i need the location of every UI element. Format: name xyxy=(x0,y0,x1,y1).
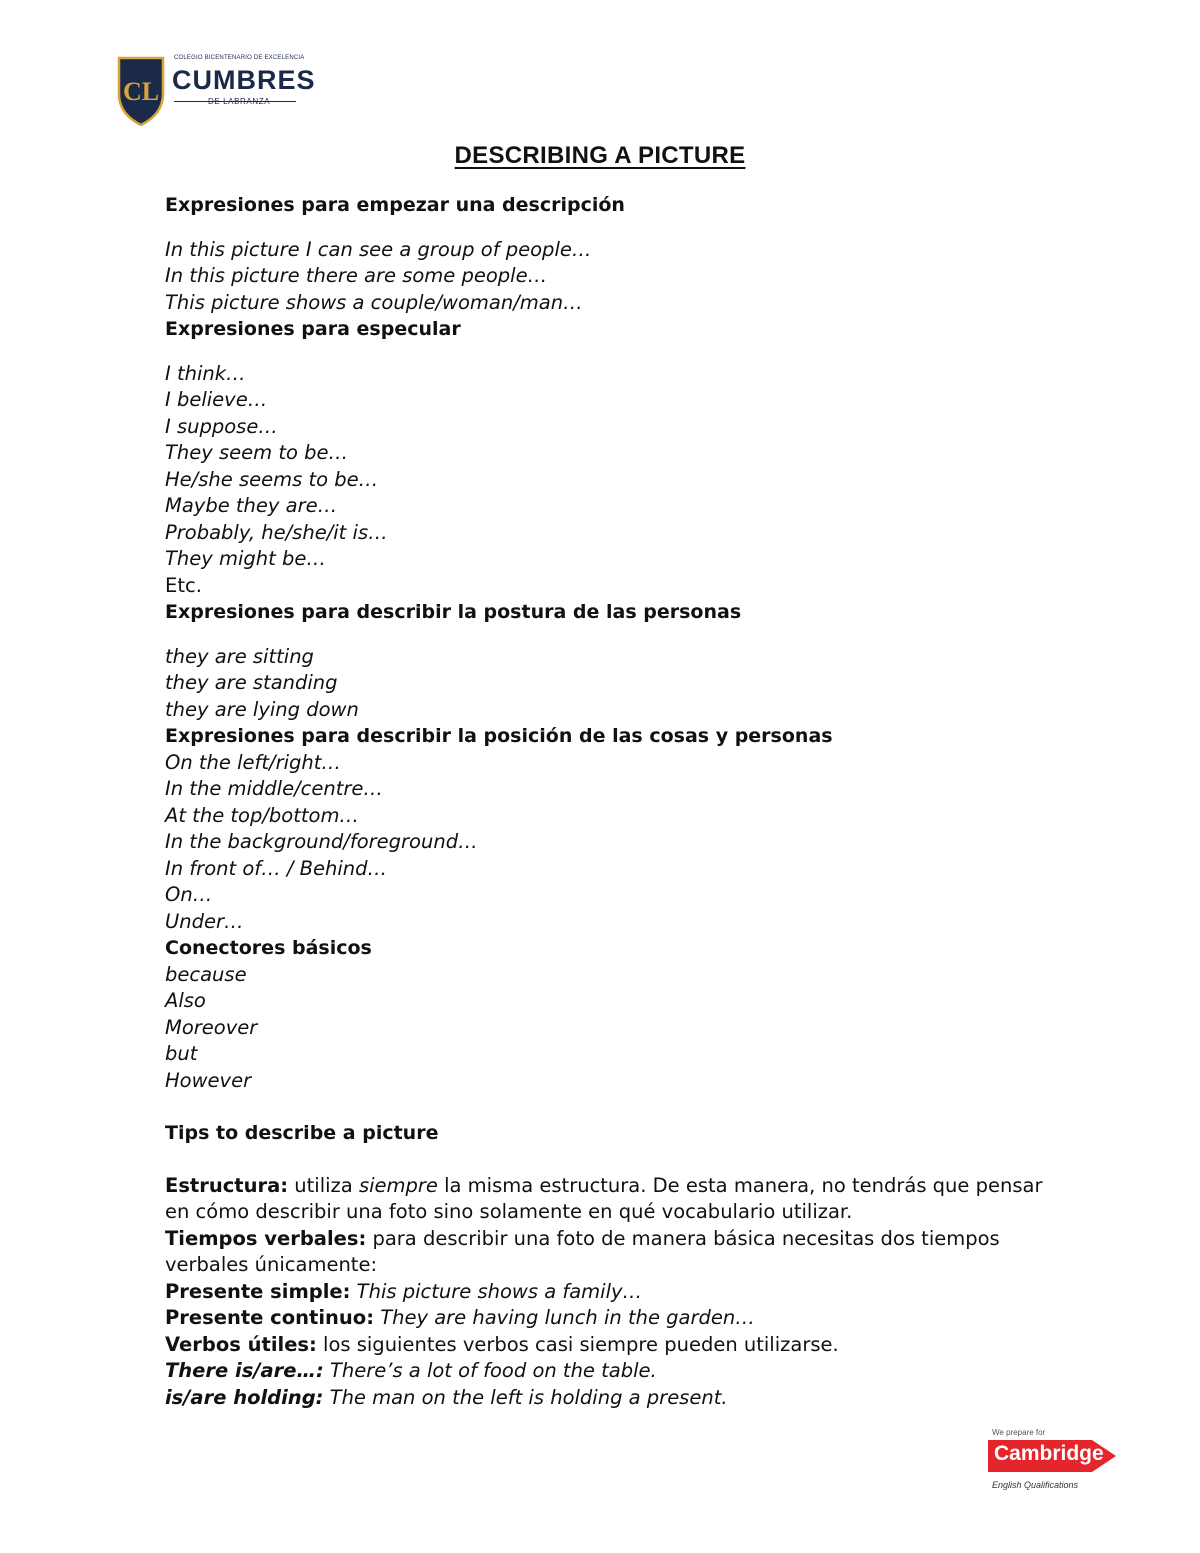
list-item: I suppose… xyxy=(165,414,278,438)
tip-estructura xyxy=(165,1173,1045,1226)
tip-label: is/are holding: xyxy=(165,1385,324,1409)
tip-label: Estructura: xyxy=(165,1173,289,1197)
tip-verbos xyxy=(165,1332,1045,1359)
list-item: In this picture I can see a group of people… xyxy=(165,237,592,261)
tip-holding xyxy=(165,1385,1045,1412)
cambridge-logo xyxy=(986,1426,1120,1498)
list-item: He/she seems to be… xyxy=(165,467,379,491)
crest-monogram: CL xyxy=(122,77,160,106)
list-item: In the background/foreground… xyxy=(165,830,478,853)
section-heading: Expresiones para describir la posición de las cosas y personas xyxy=(165,725,833,747)
tip-label: Presente simple: xyxy=(165,1279,351,1303)
tip-text: para describir una foto de manera básica necesitas dos tiempos verbales únicamente: xyxy=(165,1226,1000,1276)
section-heading: Expresiones para describir la postura de las personas xyxy=(165,601,742,623)
list-item: they are standing xyxy=(165,671,338,694)
tip-example: This picture shows a family… xyxy=(350,1279,643,1303)
tip-label: Verbos útiles: xyxy=(165,1332,317,1356)
list-item: Probably, he/she/it is… xyxy=(165,520,388,544)
tip-example: They are having lunch in the garden… xyxy=(374,1306,755,1329)
list-item: In the middle/centre… xyxy=(165,777,383,800)
tips-heading: Tips to describe a picture xyxy=(165,1122,439,1144)
tip-example: The man on the left is holding a present. xyxy=(323,1385,728,1409)
list-item: In this picture there are some people… xyxy=(165,264,548,287)
list-item: they are sitting xyxy=(165,644,314,668)
tip-emphasis: siempre xyxy=(358,1173,438,1197)
crest-icon xyxy=(116,54,166,126)
list-item: Under… xyxy=(165,909,244,933)
list-item: Moreover xyxy=(165,1015,258,1039)
list-item: they are lying down xyxy=(165,697,359,721)
list-item: I think… xyxy=(165,361,246,385)
document-body xyxy=(165,192,1045,1411)
tip-tiempos xyxy=(165,1226,1045,1279)
school-logo xyxy=(116,54,316,128)
logo-tagline: COLEGIO BICENTENARIO DE EXCELENCIA xyxy=(174,55,305,61)
list-item: In front of… / Behind… xyxy=(165,856,387,880)
list-item: On the left/right… xyxy=(165,750,341,774)
tip-example: There’s a lot of food on the table. xyxy=(323,1359,657,1382)
cambridge-name: Cambridge xyxy=(994,1442,1104,1465)
list-item: Maybe they are… xyxy=(165,494,338,517)
list-item: However xyxy=(165,1068,252,1092)
list-item: I believe… xyxy=(165,388,268,411)
tip-label: Tiempos verbales: xyxy=(165,1226,367,1250)
section-heading: Conectores básicos xyxy=(165,937,372,959)
tip-label: There is/are…: xyxy=(165,1359,324,1382)
tip-presente-simple xyxy=(165,1279,1045,1306)
list-item: but xyxy=(165,1042,198,1065)
list-item: At the top/bottom… xyxy=(165,803,359,827)
tip-there-is xyxy=(165,1358,1045,1385)
tip-presente-continuo xyxy=(165,1305,1045,1332)
section-heading: Expresiones para especular xyxy=(165,318,461,340)
cambridge-subtitle: English Qualifications xyxy=(992,1480,1079,1490)
logo-subname: DE LABRANZA xyxy=(208,97,271,106)
tip-text: los siguientes verbos casi siempre pueden utilizarse. xyxy=(316,1332,839,1356)
cambridge-tagline: We prepare for xyxy=(992,1428,1046,1437)
list-item: On… xyxy=(165,883,213,906)
list-item: They might be… xyxy=(165,547,326,570)
list-item: Etc. xyxy=(165,573,202,597)
list-item: This picture shows a couple/woman/man… xyxy=(165,290,583,314)
logo-name: CUMBRES xyxy=(172,65,316,95)
tip-text: utiliza xyxy=(288,1173,359,1197)
tip-text: la misma estructura. De esta manera, no tendrás que pensar en cómo describir una foto sino solamente en qué vocabulario utilizar. xyxy=(165,1173,1043,1223)
list-item: because xyxy=(165,962,247,986)
list-item: They seem to be… xyxy=(165,441,349,464)
page-title: DESCRIBING A PICTURE xyxy=(454,142,746,169)
tip-label: Presente continuo: xyxy=(165,1306,374,1329)
section-heading: Expresiones para empezar una descripción xyxy=(165,194,625,216)
list-item: Also xyxy=(165,989,206,1012)
